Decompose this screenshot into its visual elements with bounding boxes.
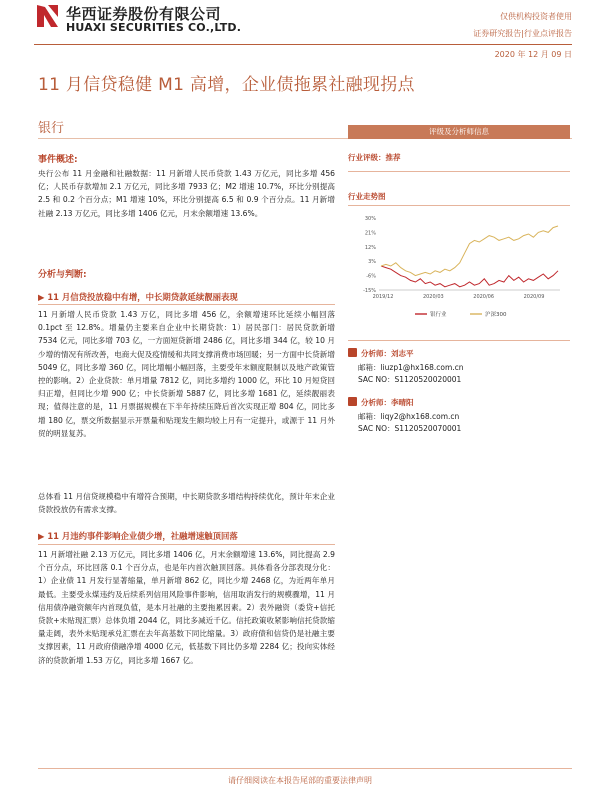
legend-label: 银行业	[430, 312, 447, 318]
x-tick-label: 2020/09	[523, 294, 545, 300]
point2-text: 11 月新增社融 2.13 万亿元，同比多增 1406 亿，月末余额增速 13.6%，同比提高 2.9 个百分点，环比回落 0.1 个百分点，也是年内首次触顶回落。具体看各分部表现分化：1）企业债 11 月发行显著缩量，单月新增 862 亿，同比少增 2468 亿，为近两年单月最低。主要受永煤违约及后续系列信用风险事件影响，信用取消发行的规模骤增，11 月信用债净融资额年内首现负值，是本月社融的主要拖累因素。2）表外融资（委贷+信托贷款+未贴现汇票）总体负增 2044 亿，同比多减近千亿。信托政策收紧影响信托贷款缩量走阔，表外未贴现承兑汇票在去年高基数下同比缩量。3）政府债和信贷仍是社融主要支撑因素，11 月政府债融净增 4000 亿元，低基数下同比仍多增 2284 亿；投向实体经济的贷款新增 1.53 万亿，同比多增 1667 亿。	[38, 550, 335, 665]
point2-title: ▶ 11 月违约事件影响企业债少增，社融增速触顶回落	[38, 531, 238, 541]
report-date: 2020 年 12 月 09 日	[494, 50, 572, 59]
summary-heading: 事件概述:	[38, 155, 78, 165]
point1-conclusion: 总体看 11 月信贷规模稳中有增符合预期，中长期贷款多增结构持续优化，预计年末企业贷款投放仍有需求支撑。	[38, 492, 335, 515]
analyst2-name-text: 分析师：李晴阳	[361, 398, 414, 407]
trend-title-divider	[348, 205, 570, 206]
footer-divider	[38, 768, 572, 769]
x-tick-label: 2020/03	[422, 294, 444, 300]
analyst1-email: 邮箱：liuzp1@hx168.com.cn	[358, 363, 464, 372]
y-tick-label: 21%	[364, 230, 376, 237]
huaxi-logo-icon	[34, 3, 60, 29]
header-divider	[34, 44, 572, 45]
company-name-cn: 华西证券股份有限公司	[66, 5, 222, 23]
analyst1-name-text: 分析师：刘志平	[361, 349, 414, 358]
point1-text: 11 月新增人民币贷款 1.43 万亿，同比多增 456 亿，余额增速环比延续小幅回落 0.1pct 至 12.8%。增量仍主要来自企业中长期贷款：1）居民部门：居民贷款新增 7534 亿元，同比多增 703 亿，一方面短贷新增 2486 亿，同比多增 344 亿，较 10 月少增的情况有所改善，电商大促及疫情缓和共同支撑消费市场回暖；另一方面中长贷新增 5049 亿，同比多增 360 亿，同比增幅小幅回落，主要受年末额度限制以及地产政策管控的影响。2）企业贷款：单月增量 7812 亿，同比多增约 1000 亿，环比 10 月短贷回归正增，但同比少增 900 亿；中长贷新增 5887 亿，同比多增 1681 亿，延续靓丽表现；值得注意的是，11 月票据规模在下半年持续压降后首次实现正增 804 亿，同比多增 180 亿，票交所数据显示开票量和贴现发生额均较上月有一定提升，或源于 11 月外贸的明显复苏。	[38, 310, 335, 438]
rating-box-header: 评级及分析师信息	[348, 125, 570, 139]
chart-divider	[348, 340, 570, 341]
y-tick-label: -15%	[363, 288, 376, 294]
analyst2-sac: SAC NO：S1120520070001	[358, 424, 462, 433]
company-name-en: HUAXI SECURITIES CO.,LTD.	[66, 21, 242, 34]
analyst-icon	[348, 397, 357, 406]
x-tick-label: 2019/12	[372, 294, 394, 300]
series-line-1	[381, 266, 558, 287]
point2-divider	[38, 544, 335, 545]
point1-divider	[38, 304, 335, 305]
rating-divider	[348, 171, 570, 172]
report-type-tag: 证券研究报告|行业点评报告	[473, 29, 572, 38]
analyst-icon	[348, 348, 357, 357]
report-title: 11 月信贷稳健 M1 高增，企业债拖累社融现拐点	[38, 75, 415, 95]
analyst2-email: 邮箱：liqy2@hx168.com.cn	[358, 412, 460, 421]
legend-label: 沪深300	[485, 312, 507, 318]
y-tick-label: -6%	[366, 273, 376, 280]
point1-title: ▶ 11 月信贷投放稳中有增，中长期贷款延续靓丽表现	[38, 292, 238, 302]
analyst2-name	[348, 397, 570, 408]
summary-text: 央行公布 11 月金融和社融数据：11 月新增人民币贷款 1.43 万亿元，同比多增 456 亿；人民币存款增加 2.1 万亿元，同比多增 7933 亿；M2 增速 10.7%，环比分别提高 2.5 和 0.2 个百分点；M1 增速 10%，环比分别提高 6.5 和 0.9 个百分点。11 月新增社融 2.13 万亿元，同比多增 1406 亿元，月末余额增速 13.6%。	[38, 169, 335, 218]
audience-tag: 仅供机构投资者使用	[500, 12, 572, 21]
y-tick-label: 3%	[368, 259, 376, 266]
industry-rating: 行业评级：推荐	[348, 153, 401, 162]
industry-trend-chart	[355, 210, 570, 332]
x-tick-label: 2020/06	[473, 294, 495, 300]
analyst1-sac: SAC NO：S1120520020001	[358, 375, 462, 384]
sector-label: 银行	[38, 121, 65, 136]
trend-chart-title: 行业走势图	[348, 192, 386, 201]
analysis-heading: 分析与判断:	[38, 270, 87, 280]
legal-notice: 请仔细阅读在本报告尾部的重要法律声明	[228, 776, 372, 785]
y-tick-label: 30%	[364, 216, 376, 222]
series-line-2	[381, 226, 558, 276]
analyst1-name	[348, 348, 570, 359]
y-tick-label: 12%	[364, 244, 376, 251]
